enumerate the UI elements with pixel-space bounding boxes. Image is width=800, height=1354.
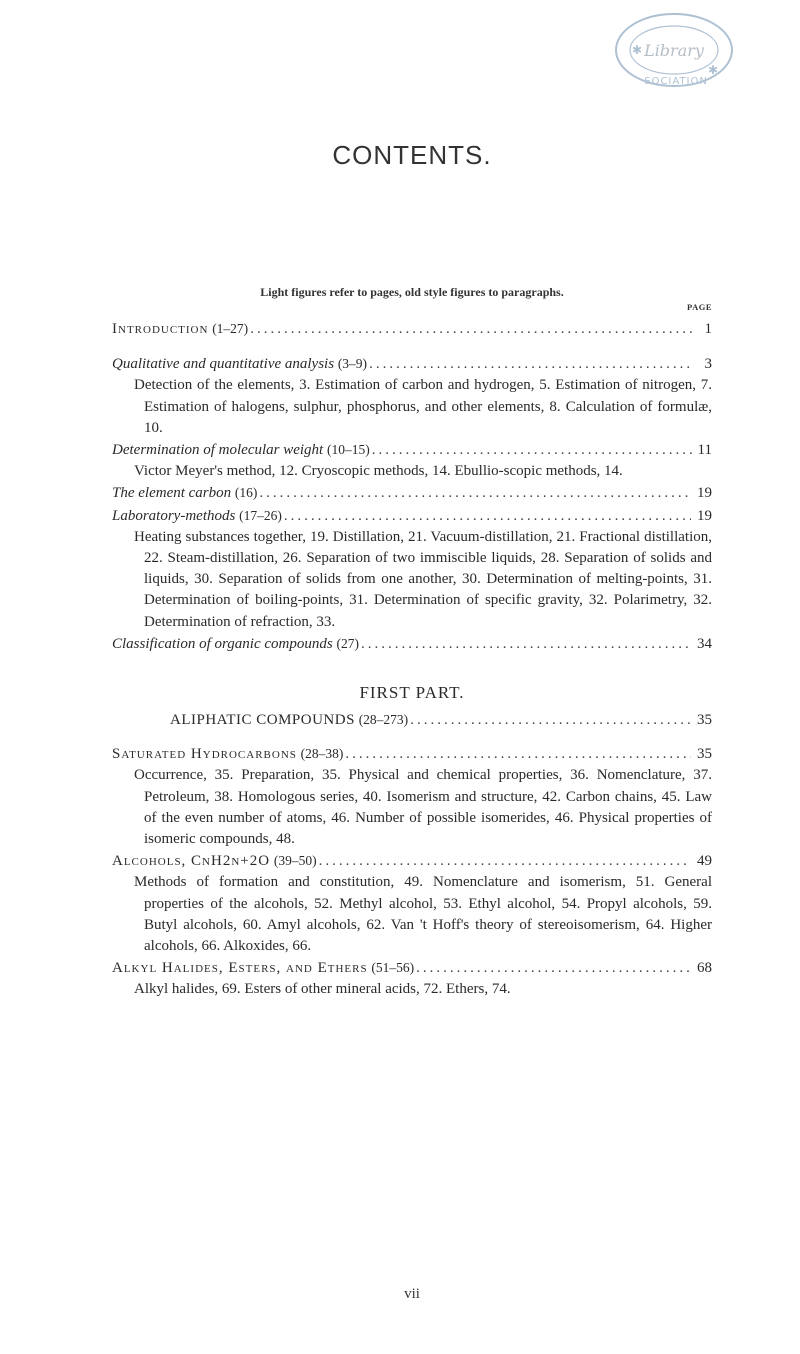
page-column-label: PAGE xyxy=(687,302,712,312)
entry-paragraphs: (10–15) xyxy=(326,442,370,458)
entry-page: 35 xyxy=(697,712,712,729)
leader-dots xyxy=(410,710,691,731)
entry-heading: Introduction xyxy=(112,321,209,337)
entry-description: Occurrence, 35. Preparation, 35. Physical and chemical properties, 36. Nomenclature, 37. Petroleum, 38. Homologous series, 40. Isomerism and structure, 42. Carbon chains, 45. Law of the even number of atoms, 46. Number of possible isomerides, 46. Physical properties of isomeric compounds, 48. xyxy=(134,767,712,848)
entry-heading: Determination of molecular weight xyxy=(112,442,324,459)
table-of-contents xyxy=(112,318,712,1001)
entry-paragraphs: (39–50) xyxy=(273,853,317,869)
page-subtitle: Light figures refer to pages, old style figures to paragraphs. xyxy=(260,285,564,299)
leader-dots xyxy=(284,506,691,527)
library-stamp-icon xyxy=(610,4,738,96)
entry-description: Detection of the elements, 3. Estimation of carbon and hydrogen, 5. Estimation of nitrogen, 7. Estimation of halogens, sulphur, phosphorus, and other elements, 8. Calculation of formulæ, 10. xyxy=(134,377,712,436)
entry-page: 35 xyxy=(697,746,712,763)
svg-text:✱: ✱ xyxy=(708,63,719,77)
svg-text:SOCIATION: SOCIATION xyxy=(644,76,708,87)
svg-text:✱: ✱ xyxy=(632,43,643,57)
page-folio: vii xyxy=(404,1286,420,1302)
toc-entry-introduction xyxy=(112,318,712,340)
entry-paragraphs: (28–38) xyxy=(300,746,344,762)
entry-heading: Classification of organic compounds xyxy=(112,635,333,652)
leader-dots xyxy=(345,744,691,765)
toc-entry-carbon xyxy=(112,482,712,504)
entry-paragraphs: (28–273) xyxy=(358,712,409,728)
entry-page: 11 xyxy=(697,442,712,459)
leader-dots xyxy=(250,319,692,340)
toc-entry-hydrocarbons xyxy=(112,743,712,850)
leader-dots xyxy=(259,483,691,504)
toc-entry-aliphatic xyxy=(112,709,712,731)
entry-page: 49 xyxy=(697,853,712,870)
entry-heading: Saturated Hydrocarbons xyxy=(112,746,297,763)
entry-page: 68 xyxy=(697,960,712,977)
entry-page: 19 xyxy=(697,485,712,502)
entry-paragraphs: (27) xyxy=(336,635,359,651)
toc-entry-classification xyxy=(112,633,712,655)
entry-paragraphs: (1–27) xyxy=(212,321,249,336)
entry-heading: ALIPHATIC COMPOUNDS xyxy=(170,712,355,729)
leader-dots xyxy=(369,354,692,375)
entry-description: Heating substances together, 19. Distillation, 21. Vacuum-distillation, 21. Fractional distillation, 22. Steam-distillation, 26. Separation of two immiscible liquids, 28. Separation of solids and liquids, 30. Separation of solids from one another, 30. Determination of melting-points, 31. Determination of boiling-points, 31. Determination of specific gravity, 32. Polarimetry, 32. Determination of refraction, 33. xyxy=(134,528,712,630)
entry-page: 19 xyxy=(697,507,712,524)
toc-entry-molecular-weight xyxy=(112,439,712,482)
entry-paragraphs: (3–9) xyxy=(337,356,368,372)
entry-page: 3 xyxy=(704,356,712,373)
entry-heading: Laboratory-methods xyxy=(112,507,236,524)
entry-paragraphs: (51–56) xyxy=(371,960,415,976)
entry-description: Victor Meyer's method, 12. Cryoscopic methods, 14. Ebullio-scopic methods, 14. xyxy=(134,463,623,480)
toc-entry-analysis xyxy=(112,353,712,439)
entry-page: 1 xyxy=(704,321,712,337)
page-title: CONTENTS. xyxy=(332,140,492,170)
entry-paragraphs: (17–26) xyxy=(239,507,282,523)
leader-dots xyxy=(319,851,691,872)
part-title: FIRST PART. xyxy=(359,683,465,703)
leader-dots xyxy=(416,958,691,979)
leader-dots xyxy=(372,440,692,461)
leader-dots xyxy=(361,634,691,655)
entry-heading: Alkyl Halides, Esters, and Ethers xyxy=(112,960,368,977)
entry-heading: The element carbon xyxy=(112,485,232,502)
entry-description: Methods of formation and constitution, 49. Nomenclature and isomerism, 51. General properties of the alcohols, 52. Methyl alcohol, 53. Ethyl alcohol, 54. Propyl alcohols, 59. Butyl alcohols, 60. Amyl alcohols, 62. Van 't Hoff's theory of stereoisomerism, 64. Higher alcohols, 66. Alkoxides, 66. xyxy=(134,874,712,955)
entry-heading: Qualitative and quantitative analysis xyxy=(112,356,335,373)
svg-text:Library: Library xyxy=(644,41,704,60)
entry-description: Alkyl halides, 69. Esters of other mineral acids, 72. Ethers, 74. xyxy=(134,981,511,998)
entry-paragraphs: (16) xyxy=(234,485,258,501)
toc-entry-alcohols xyxy=(112,850,712,957)
entry-page: 34 xyxy=(697,635,712,652)
toc-entry-alkyl-halides xyxy=(112,957,712,1000)
toc-entry-laboratory-methods xyxy=(112,505,712,633)
entry-heading: Alcohols, CnH2n+2O xyxy=(112,853,271,870)
